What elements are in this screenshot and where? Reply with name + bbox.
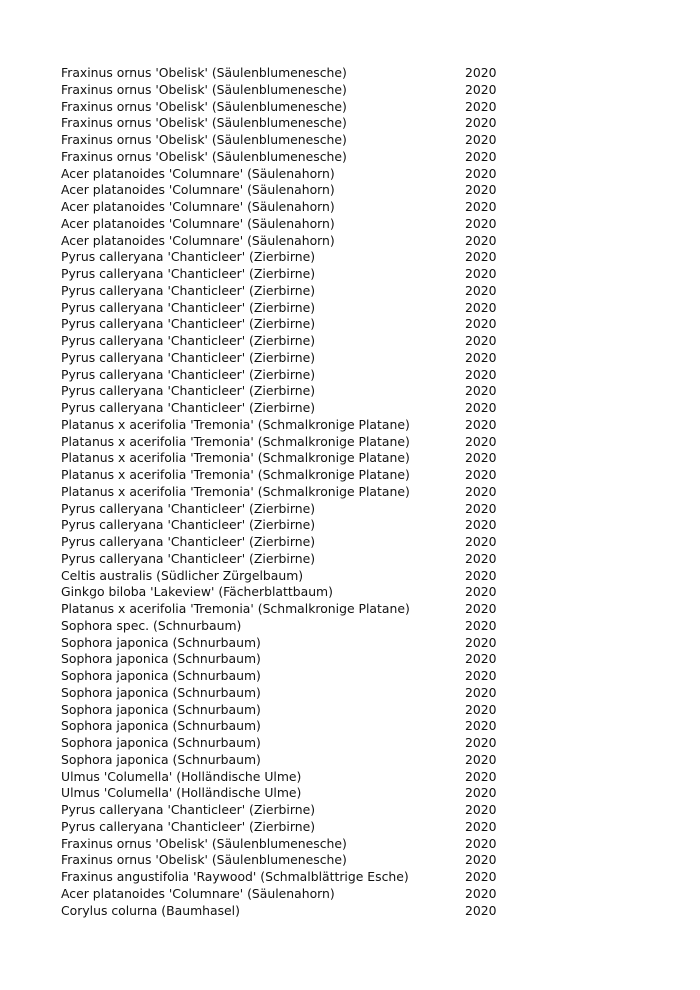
tree-species-cell: Sophora japonica (Schnurbaum): [61, 718, 261, 734]
table-row: [61, 869, 521, 886]
tree-species-cell: Ulmus 'Columella' (Holländische Ulme): [61, 785, 302, 801]
tree-species-cell: Fraxinus ornus 'Obelisk' (Säulenblumenesche): [61, 65, 347, 80]
table-row: [61, 484, 521, 501]
tree-species-cell: Platanus x acerifolia 'Tremonia' (Schmalkronige Platane): [61, 601, 410, 616]
tree-species-cell: Sophora japonica (Schnurbaum): [61, 751, 261, 767]
tree-species-cell: Fraxinus ornus 'Obelisk' (Säulenblumenesche): [61, 81, 347, 97]
tree-species-cell: Pyrus calleryana 'Chanticleer' (Zierbirne): [61, 299, 316, 315]
tree-species-cell: Fraxinus ornus 'Obelisk' (Säulenblumenesche): [61, 835, 347, 851]
tree-species-cell: Acer platanoides 'Columnare' (Säulenahorn): [61, 182, 335, 198]
planting-year-cell: 2020: [465, 651, 497, 667]
planting-year-cell: 2020: [465, 601, 497, 616]
tree-species-cell: Platanus x acerifolia 'Tremonia' (Schmalkronige Platane): [61, 467, 410, 482]
table-row: [61, 635, 521, 652]
tree-species-cell: Sophora japonica (Schnurbaum): [61, 701, 261, 717]
tree-species-cell: Fraxinus ornus 'Obelisk' (Säulenblumenesche): [61, 132, 347, 147]
table-row: [61, 300, 521, 317]
table-row: [61, 99, 521, 116]
table-row: [61, 149, 521, 166]
table-row: [61, 367, 521, 384]
table-row: [61, 785, 521, 802]
planting-year-cell: 2020: [465, 199, 497, 214]
planting-year-cell: 2020: [465, 567, 497, 583]
table-row: [61, 903, 521, 920]
table-row: [61, 852, 521, 869]
tree-species-cell: Fraxinus ornus 'Obelisk' (Säulenblumenesche): [61, 115, 347, 131]
planting-year-cell: 2020: [465, 266, 497, 281]
table-row: [61, 467, 521, 484]
tree-species-cell: Pyrus calleryana 'Chanticleer' (Zierbirne): [61, 500, 316, 516]
table-row: [61, 886, 521, 903]
planting-year-cell: 2020: [465, 433, 497, 449]
planting-year-cell: 2020: [465, 249, 497, 265]
planting-year-cell: 2020: [465, 115, 497, 131]
tree-species-cell: Pyrus calleryana 'Chanticleer' (Zierbirne): [61, 282, 316, 298]
table-row: [61, 802, 521, 819]
planting-year-cell: 2020: [465, 400, 497, 415]
tree-species-cell: Fraxinus angustifolia 'Raywood' (Schmalblättrige Esche): [61, 869, 409, 884]
planting-year-cell: 2020: [465, 852, 497, 868]
planting-year-cell: 2020: [465, 835, 497, 851]
tree-species-cell: Celtis australis (Südlicher Zürgelbaum): [61, 567, 304, 583]
table-row: [61, 601, 521, 618]
table-row: [61, 450, 521, 467]
planting-year-cell: 2020: [465, 416, 497, 432]
table-row: [61, 82, 521, 99]
table-row: [61, 819, 521, 836]
planting-year-cell: 2020: [465, 165, 497, 181]
tree-species-cell: Sophora japonica (Schnurbaum): [61, 684, 261, 700]
tree-species-cell: Sophora japonica (Schnurbaum): [61, 651, 261, 667]
tree-species-cell: Platanus x acerifolia 'Tremonia' (Schmalkronige Platane): [61, 483, 410, 499]
tree-species-cell: Pyrus calleryana 'Chanticleer' (Zierbirne): [61, 249, 316, 265]
tree-species-cell: Platanus x acerifolia 'Tremonia' (Schmalkronige Platane): [61, 450, 410, 466]
table-row: [61, 651, 521, 668]
table-row: [61, 182, 521, 199]
tree-species-cell: Fraxinus ornus 'Obelisk' (Säulenblumenesche): [61, 98, 347, 114]
tree-species-cell: Fraxinus ornus 'Obelisk' (Säulenblumenesche): [61, 148, 347, 164]
table-row: [61, 216, 521, 233]
tree-species-cell: Ulmus 'Columella' (Holländische Ulme): [61, 768, 302, 784]
tree-species-cell: Pyrus calleryana 'Chanticleer' (Zierbirne): [61, 400, 316, 415]
planting-year-cell: 2020: [465, 751, 497, 767]
tree-species-cell: Platanus x acerifolia 'Tremonia' (Schmalkronige Platane): [61, 433, 410, 449]
table-row: [61, 316, 521, 333]
tree-species-cell: Ginkgo biloba 'Lakeview' (Fächerblattbaum): [61, 584, 333, 600]
table-row: [61, 735, 521, 752]
tree-species-cell: Acer platanoides 'Columnare' (Säulenahorn): [61, 885, 335, 901]
table-row: [61, 517, 521, 534]
planting-year-cell: 2020: [465, 182, 497, 198]
table-row: [61, 233, 521, 250]
tree-species-cell: Pyrus calleryana 'Chanticleer' (Zierbirne): [61, 266, 316, 281]
planting-year-cell: 2020: [465, 316, 497, 332]
planting-year-cell: 2020: [465, 768, 497, 784]
planting-year-cell: 2020: [465, 483, 497, 499]
planting-year-cell: 2020: [465, 869, 497, 884]
table-row: [61, 752, 521, 769]
planting-year-cell: 2020: [465, 701, 497, 717]
tree-species-cell: Acer platanoides 'Columnare' (Säulenahorn): [61, 165, 335, 181]
tree-species-cell: Platanus x acerifolia 'Tremonia' (Schmalkronige Platane): [61, 416, 410, 432]
tree-species-cell: Sophora spec. (Schnurbaum): [61, 617, 242, 633]
table-row: [61, 266, 521, 283]
tree-species-cell: Acer platanoides 'Columnare' (Säulenahorn): [61, 199, 335, 214]
planting-year-cell: 2020: [465, 684, 497, 700]
table-row: [61, 769, 521, 786]
planting-year-cell: 2020: [465, 802, 497, 817]
tree-species-cell: Pyrus calleryana 'Chanticleer' (Zierbirne): [61, 818, 316, 834]
planting-year-cell: 2020: [465, 148, 497, 164]
tree-species-cell: Sophora japonica (Schnurbaum): [61, 735, 261, 750]
tree-species-cell: Sophora japonica (Schnurbaum): [61, 668, 261, 683]
table-row: [61, 836, 521, 853]
planting-year-cell: 2020: [465, 718, 497, 734]
planting-year-cell: 2020: [465, 517, 497, 533]
tree-species-cell: Pyrus calleryana 'Chanticleer' (Zierbirne): [61, 383, 316, 399]
planting-year-cell: 2020: [465, 902, 497, 918]
tree-species-cell: Pyrus calleryana 'Chanticleer' (Zierbirne): [61, 550, 316, 566]
tree-species-cell: Corylus colurna (Baumhasel): [61, 902, 240, 918]
table-row: [61, 417, 521, 434]
table-row: [61, 115, 521, 132]
table-row: [61, 668, 521, 685]
planting-year-cell: 2020: [465, 282, 497, 298]
planting-year-cell: 2020: [465, 349, 497, 365]
table-row: [61, 400, 521, 417]
planting-year-cell: 2020: [465, 634, 497, 650]
tree-species-cell: Pyrus calleryana 'Chanticleer' (Zierbirne): [61, 534, 316, 549]
planting-year-cell: 2020: [465, 450, 497, 466]
planting-year-cell: 2020: [465, 818, 497, 834]
table-row: [61, 618, 521, 635]
tree-species-cell: Sophora japonica (Schnurbaum): [61, 634, 261, 650]
table-row: [61, 501, 521, 518]
planting-year-cell: 2020: [465, 534, 497, 549]
planting-year-cell: 2020: [465, 467, 497, 482]
planting-year-cell: 2020: [465, 65, 497, 80]
tree-species-cell: Pyrus calleryana 'Chanticleer' (Zierbirne): [61, 517, 316, 533]
table-row: [61, 551, 521, 568]
planting-year-cell: 2020: [465, 885, 497, 901]
table-row: [61, 534, 521, 551]
tree-list-table: [61, 65, 521, 919]
planting-year-cell: 2020: [465, 232, 497, 248]
planting-year-cell: 2020: [465, 81, 497, 97]
tree-species-cell: Acer platanoides 'Columnare' (Säulenahorn): [61, 232, 335, 248]
tree-species-cell: Pyrus calleryana 'Chanticleer' (Zierbirne): [61, 802, 316, 817]
planting-year-cell: 2020: [465, 735, 497, 750]
table-row: [61, 383, 521, 400]
table-row: [61, 249, 521, 266]
planting-year-cell: 2020: [465, 132, 497, 147]
planting-year-cell: 2020: [465, 215, 497, 231]
table-row: [61, 132, 521, 149]
planting-year-cell: 2020: [465, 617, 497, 633]
table-row: [61, 584, 521, 601]
tree-species-cell: Fraxinus ornus 'Obelisk' (Säulenblumenesche): [61, 852, 347, 868]
planting-year-cell: 2020: [465, 500, 497, 516]
table-row: [61, 199, 521, 216]
tree-species-cell: Pyrus calleryana 'Chanticleer' (Zierbirne): [61, 316, 316, 332]
tree-species-cell: Acer platanoides 'Columnare' (Säulenahorn): [61, 215, 335, 231]
tree-species-cell: Pyrus calleryana 'Chanticleer' (Zierbirne): [61, 349, 316, 365]
tree-species-cell: Pyrus calleryana 'Chanticleer' (Zierbirne): [61, 366, 316, 382]
table-row: [61, 283, 521, 300]
table-row: [61, 568, 521, 585]
planting-year-cell: 2020: [465, 299, 497, 315]
planting-year-cell: 2020: [465, 366, 497, 382]
table-row: [61, 718, 521, 735]
table-row: [61, 685, 521, 702]
planting-year-cell: 2020: [465, 333, 497, 348]
table-row: [61, 350, 521, 367]
table-row: [61, 65, 521, 82]
tree-species-cell: Pyrus calleryana 'Chanticleer' (Zierbirne): [61, 333, 316, 348]
table-row: [61, 702, 521, 719]
table-row: [61, 333, 521, 350]
table-row: [61, 434, 521, 451]
planting-year-cell: 2020: [465, 98, 497, 114]
planting-year-cell: 2020: [465, 584, 497, 600]
table-row: [61, 166, 521, 183]
planting-year-cell: 2020: [465, 668, 497, 683]
planting-year-cell: 2020: [465, 550, 497, 566]
planting-year-cell: 2020: [465, 785, 497, 801]
planting-year-cell: 2020: [465, 383, 497, 399]
